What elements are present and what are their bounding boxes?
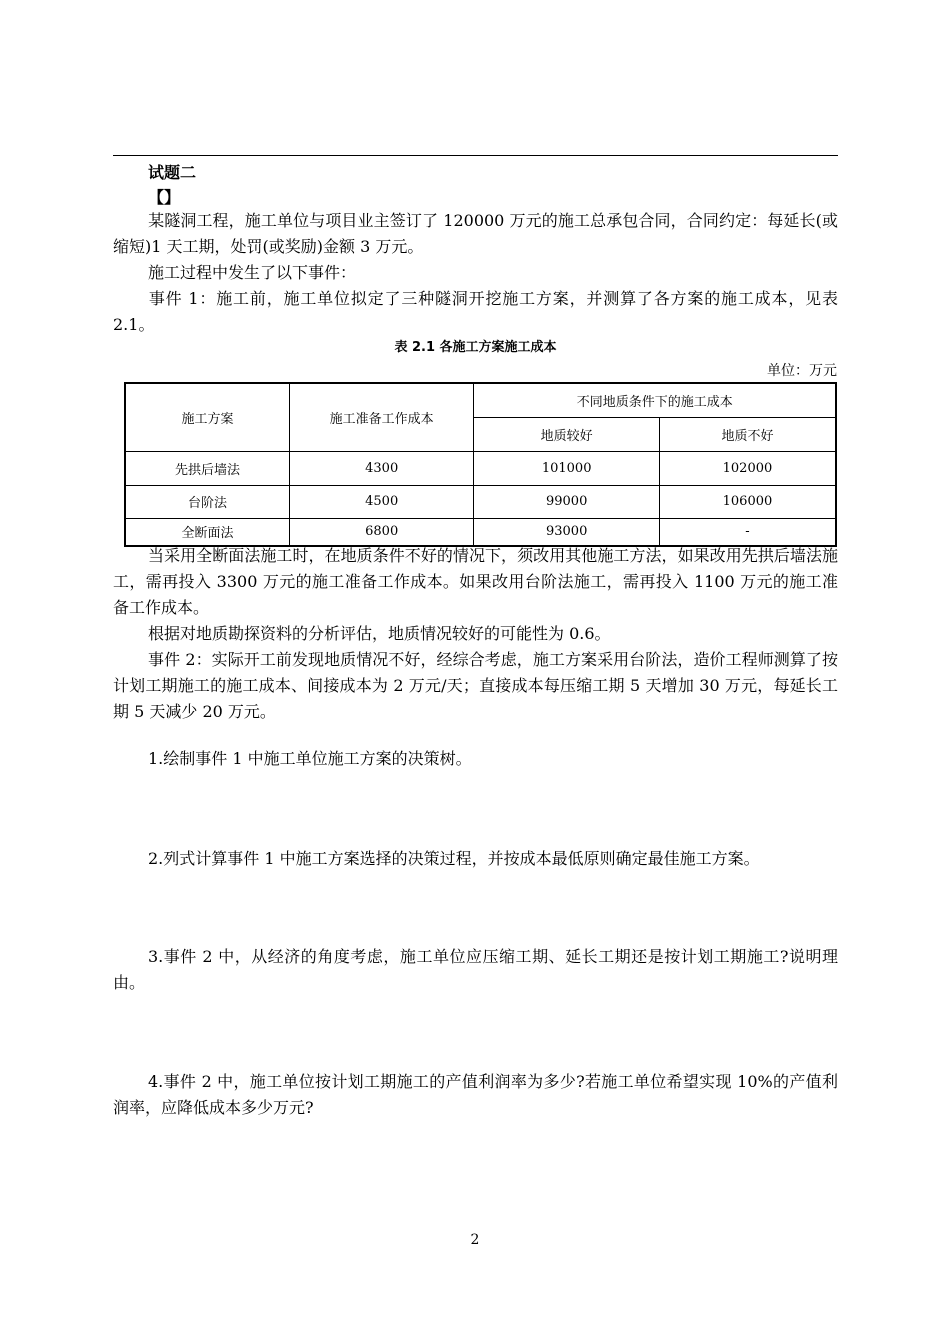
question-4: 4.事件 2 中，施工单位按计划工期施工的产值利润率为多少?若施工单位希望实现 10%的产值利润率，应降低成本多少万元?: [113, 1072, 838, 1117]
cell-prep: 4500: [289, 485, 473, 518]
question-2: 2.列式计算事件 1 中施工方案选择的决策过程，并按成本最低原则确定最佳施工方案。: [148, 849, 760, 868]
cost-table: [124, 382, 837, 547]
cell-bad: -: [659, 518, 836, 546]
question-3: 3.事件 2 中，从经济的角度考虑，施工单位应压缩工期、延长工期还是按计划工期施工?说明理由。: [113, 947, 838, 992]
page-number: 2: [470, 1232, 480, 1248]
cell-prep: 6800: [289, 518, 473, 546]
cell-good: 99000: [474, 485, 660, 518]
intro-paragraph-3: 事件 1：施工前，施工单位拟定了三种隧洞开挖施工方案，并测算了各方案的施工成本，见表 2.1。: [113, 289, 838, 334]
header-geology-good: 地质较好: [474, 417, 660, 451]
question-1: 1.绘制事件 1 中施工单位施工方案的决策树。: [148, 749, 472, 768]
cell-prep: 4300: [289, 451, 473, 485]
intro-paragraph-2: 施工过程中发生了以下事件：: [148, 263, 357, 282]
table-caption: 表 2.1 各施工方案施工成本: [394, 340, 557, 355]
table-row: [125, 518, 836, 546]
cell-bad: 106000: [659, 485, 836, 518]
cell-plan: 全断面法: [125, 518, 289, 546]
header-prep-cost: 施工准备工作成本: [289, 383, 473, 451]
header-geology-group: 不同地质条件下的施工成本: [474, 383, 836, 417]
section-title: 试题二: [148, 163, 197, 182]
cell-good: 101000: [474, 451, 660, 485]
header-geology-bad: 地质不好: [659, 417, 836, 451]
cell-bad: 102000: [659, 451, 836, 485]
after-paragraph-2: 根据对地质勘探资料的分析评估，地质情况较好的可能性为 0.6。: [148, 624, 611, 643]
intro-paragraph-1: 某隧洞工程，施工单位与项目业主签订了 120000 万元的施工总承包合同，合同约定：每延长(或缩短)1 天工期，处罚(或奖励)金额 3 万元。: [113, 211, 838, 256]
table-unit: 单位：万元: [767, 363, 837, 379]
after-paragraph-3: 事件 2：实际开工前发现地质情况不好，经综合考虑，施工方案采用台阶法，造价工程师测算了按计划工期施工的施工成本、间接成本为 2 万元/天；直接成本每压缩工期 5 天增加 30 万元，每延长工期 5 天减少 20 万元。: [113, 650, 838, 721]
header-rule: [113, 155, 838, 156]
answer-bracket: 【】: [148, 188, 181, 207]
after-paragraph-1: 当采用全断面法施工时，在地质条件不好的情况下，须改用其他施工方法，如果改用先拱后墙法施工，需再投入 3300 万元的施工准备工作成本。如果改用台阶法施工，需再投入 1100 万元的施工准备工作成本。: [113, 546, 838, 617]
cell-plan: 台阶法: [125, 485, 289, 518]
cell-plan: 先拱后墙法: [125, 451, 289, 485]
cell-good: 93000: [474, 518, 660, 546]
table-row: [125, 485, 836, 518]
table-row: [125, 451, 836, 485]
header-plan: 施工方案: [125, 383, 289, 451]
